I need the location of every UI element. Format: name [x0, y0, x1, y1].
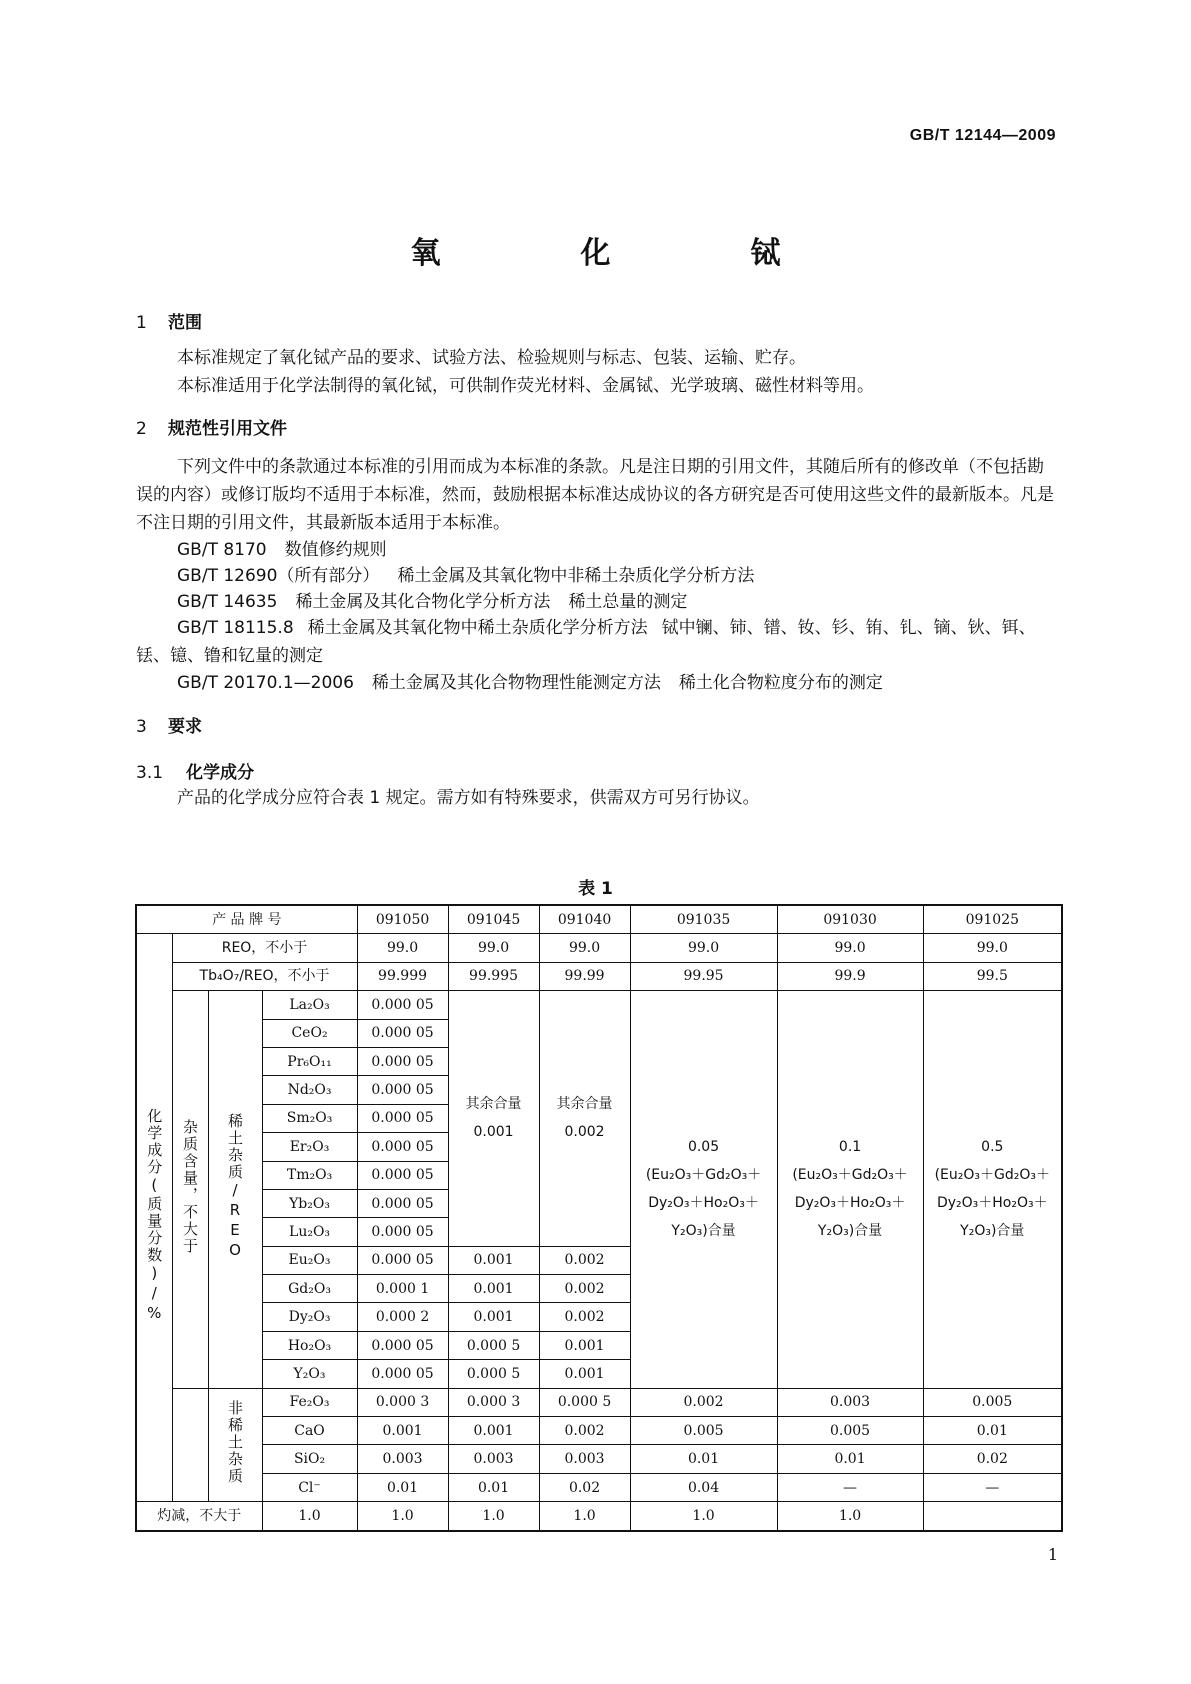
oxide-value: 0.01	[923, 1417, 1062, 1445]
re-impurity-label-text: 稀土杂质/REO	[226, 1113, 244, 1262]
oxide-value: 0.000 05	[357, 1360, 448, 1388]
remainder-total-cell	[539, 991, 630, 1247]
oxide-value: 0.000 5	[539, 1388, 630, 1416]
oxide-value: 0.000 05	[357, 1189, 448, 1217]
loi-label: 灼减，不大于	[136, 1502, 262, 1531]
composition-table	[135, 904, 1063, 1532]
combined-total-cell	[777, 991, 923, 1388]
oxide-value: 0.000 3	[448, 1388, 539, 1416]
combined-total-line: Y₂O₃)合量	[671, 1223, 736, 1240]
loi-value: 1.0	[630, 1502, 777, 1531]
oxide-name: Gd₂O₃	[262, 1275, 357, 1303]
section-3-title: 要求	[168, 717, 202, 737]
grade-cell: 091045	[448, 905, 539, 934]
oxide-value: 0.003	[539, 1445, 630, 1473]
reference-extra: 稀土总量的测定	[568, 592, 688, 612]
section-1-para-2: 本标准适用于化学法制得的氧化铽，可供制作荧光材料、金属铽、光学玻璃、磁性材料等用。	[177, 376, 874, 396]
document-title: 氧 化 铽	[410, 236, 836, 271]
blank-cell	[172, 1388, 208, 1502]
reo-value: 99.0	[448, 934, 539, 962]
section-1-heading	[136, 308, 202, 333]
combined-total-value: 0.1	[838, 1139, 862, 1156]
section-2-heading	[136, 414, 287, 439]
oxide-value: 0.01	[448, 1473, 539, 1501]
oxide-value: 0.000 1	[357, 1275, 448, 1303]
oxide-value: 0.01	[357, 1473, 448, 1501]
remainder-total-cell	[448, 991, 539, 1247]
oxide-value: 0.001	[448, 1246, 539, 1274]
reference-code: GB/T 14635	[177, 592, 278, 612]
oxide-value: 0.001	[448, 1303, 539, 1331]
combined-total-line: Y₂O₃)合量	[817, 1223, 883, 1240]
grade-cell: 091040	[539, 905, 630, 934]
section-3-heading	[136, 712, 202, 737]
loi-value: 1.0	[262, 1502, 357, 1531]
composition-label-text: 化学成分(质量分数)/%	[145, 1107, 164, 1324]
remainder-total-value: 0.001	[473, 1124, 514, 1141]
loi-value: 1.0	[357, 1502, 448, 1531]
section-2-intro: 下列文件中的条款通过本标准的引用而成为本标准的条款。凡是注日期的引用文件，其随后所有的修改单（不包括勘误的内容）或修订版均不适用于本标准，然而，鼓励根据本标准达成协议的各方研究是否可使用这些文件的最新版本。凡是不注日期的引用文件，其最新版本适用于本标准。	[136, 457, 1054, 533]
reference-title: 稀土金属及其氧化物中非稀土杂质化学分析方法	[397, 566, 755, 586]
section-3-1-text: 产品的化学成分应符合表 1 规定。需方如有特殊要求，供需双方可另行协议。	[177, 788, 760, 808]
reference-extra: 稀土化合物粒度分布的测定	[678, 673, 883, 693]
combined-total-line: Dy₂O₃＋Ho₂O₃＋	[794, 1195, 906, 1212]
tb-ratio-value: 99.9	[777, 962, 923, 990]
tb-ratio-value: 99.999	[357, 962, 448, 990]
oxide-value: —	[777, 1473, 923, 1501]
combined-total-line: (Eu₂O₃＋Gd₂O₃＋	[934, 1167, 1050, 1184]
oxide-name: La₂O₃	[262, 991, 357, 1019]
section-3-1-number: 3.1	[136, 763, 164, 783]
oxide-name: CaO	[262, 1417, 357, 1445]
tb-ratio-value: 99.95	[630, 962, 777, 990]
section-1-para-1: 本标准规定了氧化铽产品的要求、试验方法、检验规则与标志、包装、运输、贮存。	[177, 348, 806, 368]
oxide-value: 0.000 05	[357, 1019, 448, 1047]
combined-total-line: (Eu₂O₃＋Gd₂O₃＋	[792, 1167, 908, 1184]
oxide-value: 0.001	[448, 1275, 539, 1303]
oxide-value: 0.000 05	[357, 1104, 448, 1132]
reference-code: GB/T 8170	[177, 540, 267, 560]
oxide-value: 0.000 05	[357, 1331, 448, 1359]
oxide-value: 0.001	[539, 1360, 630, 1388]
non-re-impurity-label-text: 非稀土杂质	[226, 1400, 244, 1486]
loi-value: 1.0	[539, 1502, 630, 1531]
grade-cell: 091050	[357, 905, 448, 934]
oxide-value: 0.000 05	[357, 1246, 448, 1274]
oxide-value: 0.002	[539, 1417, 630, 1445]
impurity-label	[172, 991, 208, 1388]
combined-total-value: 0.05	[687, 1139, 720, 1156]
oxide-name: Y₂O₃	[262, 1360, 357, 1388]
oxide-name: Ho₂O₃	[262, 1331, 357, 1359]
re-impurity-label	[208, 991, 262, 1388]
impurity-label-text: 杂质含量，不大于	[181, 1119, 199, 1256]
combined-total-cell	[630, 991, 777, 1388]
oxide-value: 0.001	[448, 1417, 539, 1445]
section-2-number: 2	[136, 419, 147, 439]
grade-cell: 091030	[777, 905, 923, 934]
oxide-value: 0.005	[777, 1417, 923, 1445]
grade-header: 产 品 牌 号	[136, 905, 357, 934]
reo-value: 99.0	[630, 934, 777, 962]
combined-total-line: Dy₂O₃＋Ho₂O₃＋	[648, 1195, 759, 1212]
table-row	[136, 1417, 1062, 1445]
combined-total-cell	[923, 991, 1062, 1388]
reference-extra: 铽中镧、铈、镨、钕、钐、铕、钆、镝、钬、铒、铥、镱、镥和钇量的测定	[136, 618, 1036, 666]
tb-ratio-label: Tb₄O₇/REO，不小于	[172, 962, 357, 990]
reference-item	[136, 536, 1060, 564]
oxide-value: 0.003	[448, 1445, 539, 1473]
reference-code: GB/T 20170.1—2006	[177, 673, 354, 693]
reference-item	[136, 614, 1060, 670]
oxide-value: 0.002	[539, 1275, 630, 1303]
remainder-total-value: 0.002	[564, 1124, 605, 1141]
table-row	[136, 1445, 1062, 1473]
reference-code: GB/T 12690（所有部分）	[177, 566, 380, 586]
oxide-value: 0.000 5	[448, 1360, 539, 1388]
oxide-value: 0.000 2	[357, 1303, 448, 1331]
section-3-1-title: 化学成分	[186, 763, 254, 783]
table-row	[136, 1388, 1062, 1416]
combined-total-line: (Eu₂O₃＋Gd₂O₃＋	[645, 1167, 762, 1184]
reo-value: 99.0	[777, 934, 923, 962]
oxide-name: Sm₂O₃	[262, 1104, 357, 1132]
oxide-value: 0.000 05	[357, 991, 448, 1019]
oxide-value: 0.000 05	[357, 1161, 448, 1189]
oxide-value: 0.000 05	[357, 1076, 448, 1104]
section-3-1-heading	[136, 758, 254, 783]
reference-item	[136, 562, 1060, 590]
reference-title: 数值修约规则	[284, 540, 387, 560]
oxide-value: 0.000 05	[357, 1047, 448, 1075]
oxide-name: SiO₂	[262, 1445, 357, 1473]
oxide-name: CeO₂	[262, 1019, 357, 1047]
section-1-title: 范围	[168, 313, 202, 333]
grade-cell: 091035	[630, 905, 777, 934]
loi-value: 1.0	[777, 1502, 923, 1531]
oxide-name: Nd₂O₃	[262, 1076, 357, 1104]
oxide-value: 0.000 5	[448, 1331, 539, 1359]
oxide-value: 0.005	[630, 1417, 777, 1445]
oxide-name: Lu₂O₃	[262, 1218, 357, 1246]
oxide-name: Er₂O₃	[262, 1133, 357, 1161]
oxide-value: 0.001	[357, 1417, 448, 1445]
oxide-name: Cl⁻	[262, 1473, 357, 1501]
table-row	[136, 962, 1062, 990]
table-row	[136, 934, 1062, 962]
oxide-value: 0.000 3	[357, 1388, 448, 1416]
oxide-name: Tm₂O₃	[262, 1161, 357, 1189]
oxide-value: 0.01	[777, 1445, 923, 1473]
tb-ratio-value: 99.5	[923, 962, 1062, 990]
oxide-value: 0.003	[777, 1388, 923, 1416]
oxide-value: 0.002	[630, 1388, 777, 1416]
combined-total-line: Y₂O₃)合量	[960, 1223, 1025, 1240]
reference-title: 稀土金属及其化合物物理性能测定方法	[371, 673, 661, 693]
table-row	[136, 905, 1062, 934]
loi-value: 1.0	[448, 1502, 539, 1531]
reference-title: 稀土金属及其氧化物中稀土杂质化学分析方法	[307, 618, 648, 638]
combined-total-line: Dy₂O₃＋Ho₂O₃＋	[936, 1195, 1048, 1212]
oxide-value: 0.02	[923, 1445, 1062, 1473]
oxide-value: 0.04	[630, 1473, 777, 1501]
page-number: 1	[1047, 1545, 1058, 1564]
reo-label: REO，不小于	[172, 934, 357, 962]
oxide-value: —	[923, 1473, 1062, 1501]
oxide-name: Pr₆O₁₁	[262, 1047, 357, 1075]
oxide-value: 0.02	[539, 1473, 630, 1501]
section-3-number: 3	[136, 717, 147, 737]
oxide-value: 0.002	[539, 1246, 630, 1274]
oxide-value: 0.003	[357, 1445, 448, 1473]
oxide-name: Dy₂O₃	[262, 1303, 357, 1331]
reo-value: 99.0	[923, 934, 1062, 962]
table-row	[136, 1473, 1062, 1501]
reo-value: 99.0	[357, 934, 448, 962]
grade-cell: 091025	[923, 905, 1062, 934]
remainder-total-label: 其余合量	[556, 1096, 613, 1113]
section-2-title: 规范性引用文件	[168, 419, 287, 439]
oxide-value: 0.002	[539, 1303, 630, 1331]
section-1-number: 1	[136, 313, 147, 333]
composition-label	[136, 934, 172, 1502]
table-row	[136, 1502, 1062, 1531]
oxide-value: 0.005	[923, 1388, 1062, 1416]
oxide-name: Eu₂O₃	[262, 1246, 357, 1274]
oxide-value: 0.001	[539, 1331, 630, 1359]
oxide-name: Fe₂O₃	[262, 1388, 357, 1416]
tb-ratio-value: 99.99	[539, 962, 630, 990]
reo-value: 99.0	[539, 934, 630, 962]
reference-item	[136, 669, 1060, 697]
oxide-value: 0.000 05	[357, 1218, 448, 1246]
tb-ratio-value: 99.995	[448, 962, 539, 990]
table-caption: 表 1	[578, 879, 613, 899]
oxide-name: Yb₂O₃	[262, 1189, 357, 1217]
reference-title: 稀土金属及其化合物化学分析方法	[295, 592, 551, 612]
reference-code: GB/T 18115.8	[177, 618, 294, 638]
oxide-value: 0.000 05	[357, 1133, 448, 1161]
table-row	[136, 991, 1062, 1019]
non-re-impurity-label	[208, 1388, 262, 1502]
standard-code: GB/T 12144—2009	[909, 127, 1056, 144]
reference-item	[136, 588, 1060, 616]
remainder-total-label: 其余合量	[465, 1096, 522, 1113]
combined-total-value: 0.5	[981, 1139, 1004, 1156]
oxide-value: 0.01	[630, 1445, 777, 1473]
